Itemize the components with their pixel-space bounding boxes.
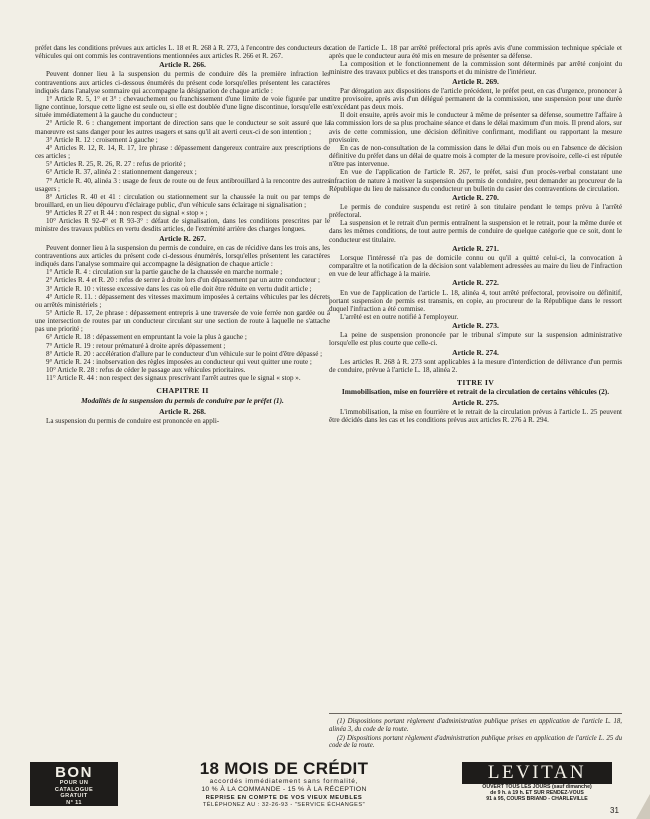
paragraph: 1° Article R. 4 : circulation sur la partie gauche de la chaussée en marche normale ; <box>46 268 283 277</box>
credit-phone: TÉLÉPHONEZ AU : 32-26-93 - "SERVICE ÉCHANGES" <box>202 801 366 808</box>
credit-offer <box>128 760 440 808</box>
section-heading: Article R. 269. <box>452 76 499 86</box>
paragraph: 5° Article R. 17, 2e phrase : dépassement entrepris à une traversée de voie ferrée non gardée ou à une intersection de routes par un conducteur circulant sur une section de route à laquelle ne s'attache pas une priorité ; <box>35 309 330 334</box>
credit-subtitle: accordés immédiatement sans formalité, <box>209 778 359 785</box>
section-heading: Article R. 266. <box>159 60 206 70</box>
section-heading: Article R. 271. <box>452 243 499 253</box>
section-heading: TITRE IV <box>456 378 495 388</box>
section-heading: Article R. 270. <box>452 192 499 202</box>
paragraph: En vue de l'application de l'article R. 267, le préfet, saisi d'un procès-verbal constatant une infraction de nature à motiver la suspension du permis de conduire, peut demander au procureur de la République du lieu de naissance du conducteur un bulletin du casier des contraventions de circulation. <box>329 168 622 193</box>
paragraph: 3° Article R. 10 : vitesse excessive dans les cas où elle doit être réduite en vertu dudit article ; <box>46 284 312 293</box>
credit-terms: 10 % À LA COMMANDE - 15 % À LA RÉCEPTION <box>201 785 367 793</box>
section-title: Modalités de la suspension du permis de conduire par le préfet (1). <box>81 395 284 405</box>
paragraph: 1° Article R. 5, 1° et 3° : chevauchement ou franchissement d'une limite de voie figurée par une ligne continue, lorsque cette ligne est seule ou, si elle est doublée d'une ligne discontinue, lorsqu'elle est située immédiatement à la gauche du conducteur ; <box>35 94 330 120</box>
paragraph: Peuvent donner lieu à la suspension du permis de conduire, en cas de récidive dans les trois ans, les contraventions aux articles du présent code ci-dessous énumérés, lorsqu'elles présentent les caractères indiqués dans l'analyse sommaire qui accompagne la désignation de chaque article : <box>35 243 330 269</box>
paragraph: 9° Articles R 27 et R 44 : non respect du signal « stop » ; <box>46 209 208 218</box>
section-heading: Article R. 268. <box>159 406 206 416</box>
paragraph: L'arrêté est en outre notifié à l'employeur. <box>340 313 459 321</box>
paragraph: La composition et le fonctionnement de la commission sont déterminés par arrêté conjoint du ministre des travaux publics et des transports et du ministre de l'intérieur. <box>329 60 622 77</box>
paragraph: En cas de non-consultation de la commission dans le délai d'un mois ou en l'absence de décision définitive du préfet dans un délai de quatre mois à compter de la mesure provisoire, celle-ci est réputée n'être pas intervenue. <box>329 143 622 169</box>
page-number: 31 <box>610 806 619 815</box>
store-hours: OUVERT TOUS LES JOURS (sauf dimanche) <box>482 784 592 790</box>
paragraph: Il doit ensuite, après avoir mis le conducteur à même de présenter sa défense, soumettre l'affaire à la commission lors de sa plus prochaine séance et dans le délai maximum d'un mois. Il prend alors, sur avis de cette commission, une décision définitive confirmant, modifiant ou rapportant la mesure provisoire. <box>329 111 622 144</box>
paragraph: 4° Articles R. 12, R. 14, R. 17, 1re phrase : dépassement dangereux contraire aux prescriptions de ces articles ; <box>35 143 330 161</box>
section-heading: Article R. 273. <box>452 321 499 331</box>
paragraph: 5° Articles R. 25, R. 26, R. 27 : refus de priorité ; <box>46 160 186 169</box>
coupon-line: POUR UN <box>59 780 89 786</box>
paragraph: Le permis de conduire suspendu est retiré à son titulaire pendant le temps prévu à l'arrêté préfectoral. <box>329 202 622 220</box>
paragraph: 8° Articles R. 40 et 41 : circulation ou stationnement sur la chaussée la nuit ou par temps de brouillard, en un lieu dépourvu d'éclairage public, d'un véhicule sans éclairage ni signalisation ; <box>35 192 330 209</box>
paragraph: préfet dans les conditions prévues aux articles L. 18 et R. 268 à R. 273, à l'encontre des conducteurs de véhicules qui ont commis les contraventions mentionnées aux articles R. 266 et R. 267. <box>35 44 330 61</box>
paragraph: 10° Articles R 92-4° et R 93-3° : défaut de signalisation, dans les conditions prescrites par le ministre des travaux publics en vertu desdits articles, de l'extrémité arrière des charges longues. <box>35 217 330 234</box>
advertisement-band <box>30 760 620 808</box>
section-heading: Article R. 272. <box>452 278 499 288</box>
footnote-1: (1) Dispositions portant règlement d'administration publique prises en application de l'article L. 18, alinéa 3, du code de la route. <box>329 718 622 733</box>
section-heading: Article R. 274. <box>452 347 499 357</box>
paragraph: 8° Article R. 20 : accélération d'allure par le conducteur d'un véhicule sur le point d'être dépassé ; <box>46 349 323 358</box>
catalogue-coupon[interactable] <box>30 762 118 806</box>
paragraph: La suspension et le retrait d'un permis entraînent la suspension et le retrait, pour la même durée et dans les mêmes conditions, de tout autre permis de conduire de quelque catégorie que ce soit, dont le conducteur est titulaire. <box>329 219 622 244</box>
paragraph: En vue de l'application de l'article L. 18, alinéa 4, tout arrêté préfectoral, provisoire ou définitif, portant suspension de permis est transmis, en copie, au procureur de la République dans le ressort duquel l'infraction a été commise. <box>329 288 622 313</box>
levitan-store <box>454 762 620 806</box>
paragraph: 9° Article R. 24 : inobservation des règles imposées au conducteur qui veut quitter une route ; <box>46 357 312 366</box>
coupon-line: CATALOGUE <box>54 786 94 793</box>
paragraph: 10° Article R. 28 : refus de céder le passage aux véhicules prioritaires. <box>46 366 246 375</box>
credit-title: 18 MOIS DE CRÉDIT <box>199 759 369 778</box>
paragraph: 11° Article R. 44 : non respect des signaux prescrivant l'arrêt autres que le signal « stop ». <box>46 374 301 383</box>
paragraph: 7° Article R. 19 : retour prématuré à droite après dépassement ; <box>46 341 226 350</box>
credit-tradein: REPRISE EN COMPTE DE VOS VIEUX MEUBLES <box>205 794 363 801</box>
paragraph: Lorsque l'intéressé n'a pas de domicile connu ou qu'il a quitté celui-ci, la convocation à comparaître et la notification de la décision sont valablement adressées au maire du lieu de l'infraction en vue de leur affichage à la mairie. <box>329 253 622 279</box>
section-title: Immobilisation, mise en fourrière et retrait de la circulation de certains véhicules (2). <box>341 387 610 397</box>
section-heading: Article R. 267. <box>159 233 206 243</box>
paragraph: La peine de suspension prononcée par le tribunal s'impute sur la suspension administrative lorsqu'elle est plus courte que celle-ci. <box>329 331 622 348</box>
paragraph: Peuvent donner lieu à la suspension du permis de conduire dès la première infraction les contraventions aux articles ci-dessous énumérés du présent code lorsqu'elles présentent les caractères indiqués dans l'analyse sommaire qui accompagne la désignation de chaque article : <box>35 70 330 95</box>
levitan-logo: LEVITAN <box>462 762 612 784</box>
paragraph: La suspension du permis de conduire est prononcée en appli- <box>46 417 220 426</box>
paragraph: 4° Article R. 11. : dépassement des vitesses maximum imposées à certains véhicules par les décrets ou arrêtés ministériels ; <box>35 292 330 309</box>
right-column <box>329 44 622 704</box>
coupon-line: N° 11 <box>66 799 82 806</box>
store-appointment: de 9 h. à 19 h. ET SUR RENDEZ-VOUS <box>490 790 584 797</box>
store-address: 91 à 95, COURS BRIAND - CHARLEVILLE <box>486 796 588 803</box>
coupon-title: BON <box>55 764 93 781</box>
paragraph: 3° Article R. 12 : croisement à gauche ; <box>46 135 158 144</box>
paragraph: L'immobilisation, la mise en fourrière et le retrait de la circulation prévus à l'article L. 25 peuvent être décidés dans les cas et les conditions prévus aux articles R. 276 à R. 294. <box>329 407 622 424</box>
paragraph: 6° Article R. 18 : dépassement en empruntant la voie la plus à gauche ; <box>46 333 247 342</box>
section-heading: Article R. 275. <box>452 397 499 407</box>
left-column <box>35 44 330 752</box>
paragraph: 7° Article R. 40, alinéa 3 : usage de feux de route ou de feux antibrouillard à la rencontre des autres usagers ; <box>35 176 330 193</box>
paragraph: Les articles R. 268 à R. 273 sont applicables à la mesure d'interdiction de délivrance d'un permis de conduire, prévue à l'article L. 18, alinéa 2. <box>329 357 622 374</box>
paragraph: Par dérogation aux dispositions de l'article précédent, le préfet peut, en cas d'urgence, prononcer à titre provisoire, après avis d'un délégué permanent de la commission, une suspension pour une durée n'excédant pas deux mois. <box>329 86 622 112</box>
section-heading: CHAPITRE II <box>156 386 209 396</box>
paragraph: 2° Articles R. 4 et R. 20 : refus de serrer à droite lors d'un dépassement par un autre conducteur ; <box>46 276 320 285</box>
paragraph: 2° Article R. 6 : changement important de direction sans que le conducteur se soit assuré que la manœuvre est sans danger pour les autres usagers et sans qu'il ait averti ceux-ci de son intention ; <box>35 119 330 136</box>
paragraph: cation de l'article L. 18 par arrêté préfectoral pris après avis d'une commission technique spéciale et après que le conducteur aura été mis en mesure de présenter sa défense. <box>329 44 622 61</box>
coupon-line: GRATUIT <box>60 793 88 800</box>
footnotes <box>329 713 622 751</box>
page-corner <box>636 794 650 819</box>
paragraph: 6° Article R. 37, alinéa 2 : stationnement dangereux ; <box>46 168 197 177</box>
footnote-2: (2) Dispositions portant règlement d'administration publique prises en application de l'article L. 25 du code de la route. <box>329 734 622 750</box>
